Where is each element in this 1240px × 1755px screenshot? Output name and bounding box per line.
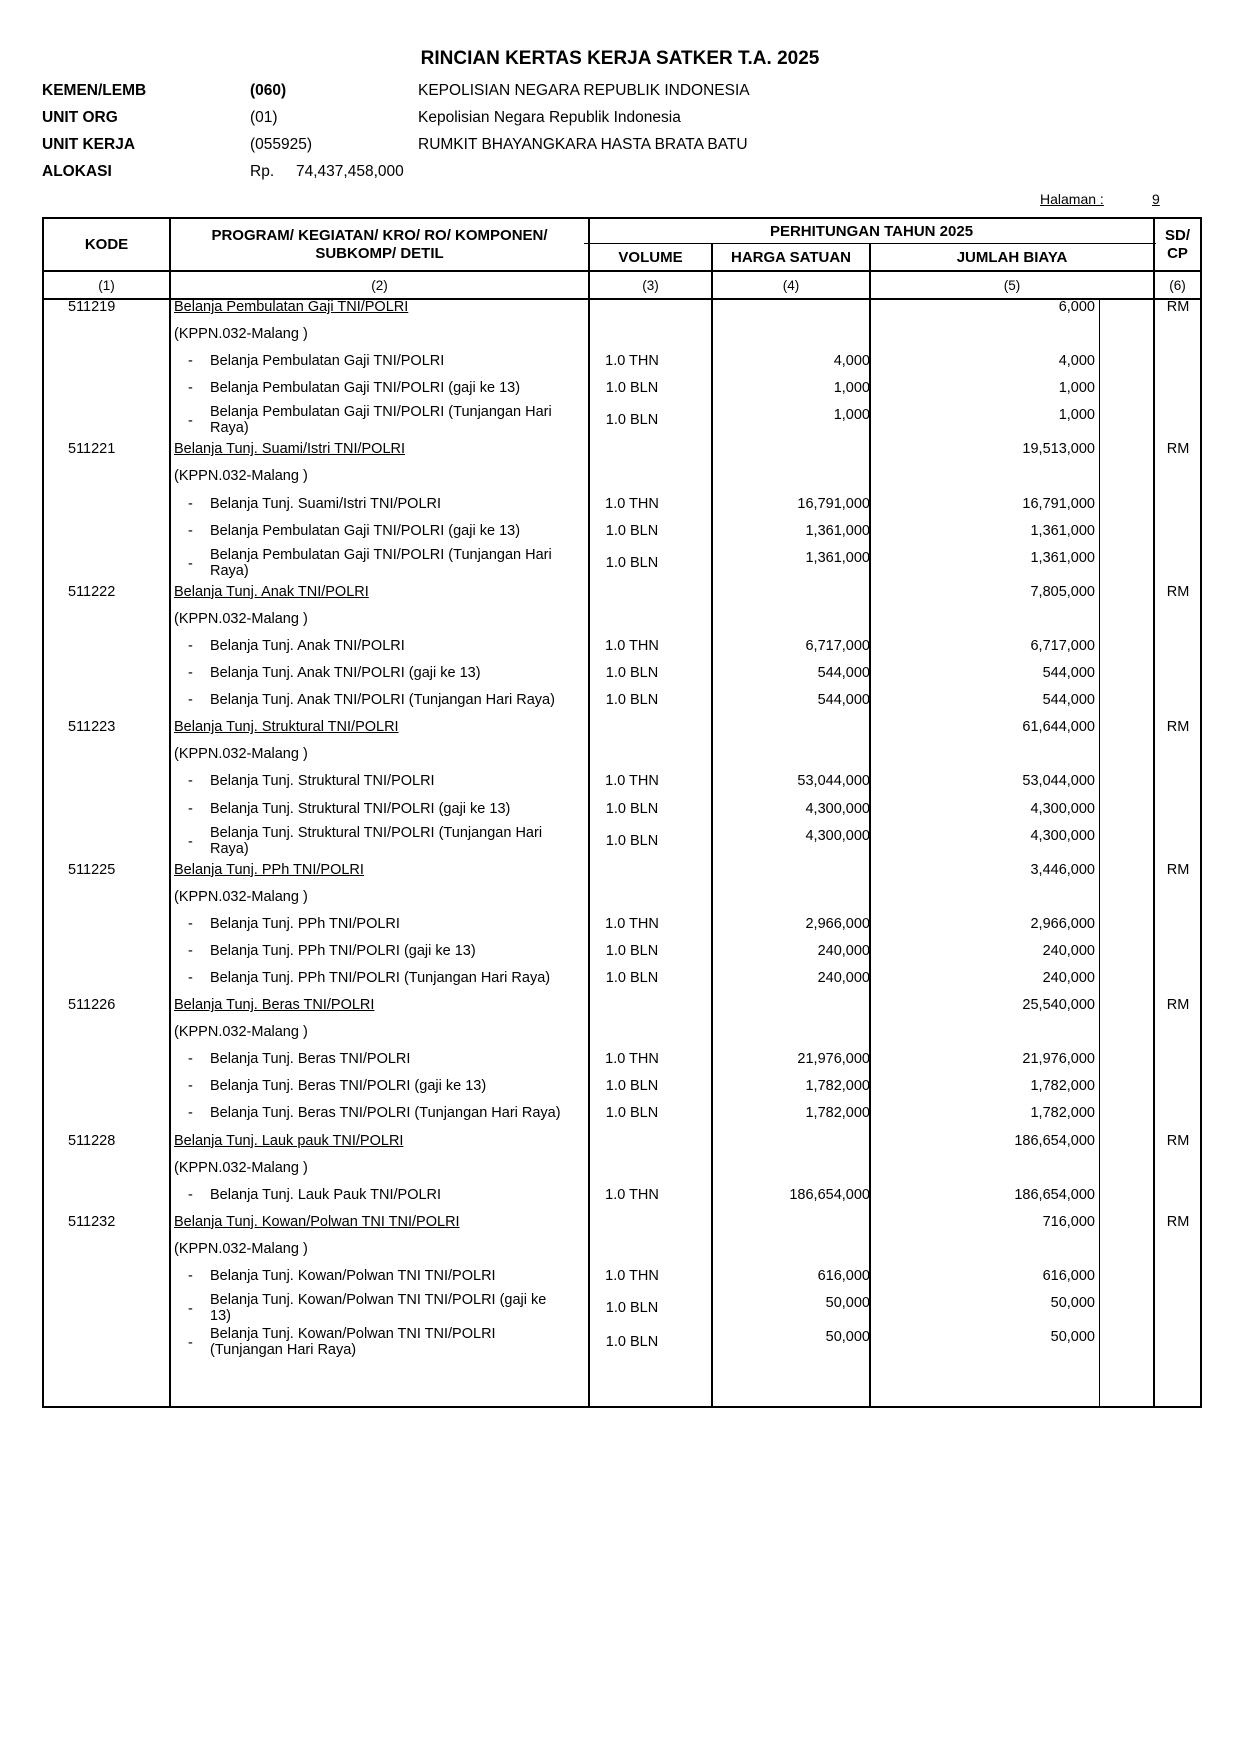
- table-row: [42, 496, 1202, 523]
- jumlah-biaya: 21,976,000: [1022, 1051, 1095, 1068]
- header-perhitungan: PERHITUNGAN TAHUN 2025: [769, 223, 974, 240]
- jumlah-biaya: 61,644,000: [1022, 719, 1095, 736]
- jumlah-biaya: 186,654,000: [1014, 1132, 1095, 1149]
- table-row: [42, 665, 1202, 692]
- jumlah-biaya: 50,000: [1050, 1329, 1095, 1346]
- account-name: Belanja Pembulatan Gaji TNI/POLRI: [174, 299, 409, 315]
- volume: 1.0 THN: [605, 1268, 659, 1284]
- kppn-label: (KPPN.032-Malang ): [174, 1159, 308, 1176]
- jumlah-biaya: 240,000: [1042, 969, 1095, 986]
- bullet-dash: -: [188, 1186, 193, 1203]
- harga-satuan: 1,361,000: [805, 522, 870, 539]
- harga-satuan: 21,976,000: [797, 1051, 870, 1068]
- header-kode: KODE: [84, 236, 129, 253]
- jumlah-biaya: 50,000: [1050, 1295, 1095, 1312]
- meta-value: Kepolisian Negara Republik Indonesia: [418, 109, 681, 126]
- volume: 1.0 THN: [605, 773, 659, 790]
- header-jumlah: JUMLAH BIAYA: [956, 249, 1068, 266]
- table-row: [42, 404, 1202, 441]
- bullet-dash: -: [188, 1051, 193, 1068]
- meta-label: ALOKASI: [42, 163, 112, 180]
- meta-value: RUMKIT BHAYANGKARA HASTA BRATA BATU: [418, 136, 748, 153]
- kppn-label: (KPPN.032-Malang ): [174, 1024, 308, 1041]
- bullet-dash: -: [188, 833, 193, 850]
- account-code: 511225: [68, 861, 116, 878]
- detail-description: Belanja Tunj. Struktural TNI/POLRI (Tunjangan Hari Raya): [210, 824, 543, 857]
- meta-label: UNIT ORG: [42, 109, 118, 126]
- jumlah-biaya: 1,782,000: [1030, 1105, 1095, 1122]
- account-code: 511226: [68, 997, 116, 1014]
- alokasi-value: 74,437,458,000: [296, 163, 404, 180]
- jumlah-biaya: 1,782,000: [1030, 1078, 1095, 1095]
- jumlah-biaya: 544,000: [1042, 692, 1095, 709]
- bullet-dash: -: [188, 1078, 193, 1095]
- bullet-dash: -: [188, 692, 193, 709]
- col-number: (6): [1169, 278, 1186, 293]
- table-row: [42, 943, 1202, 970]
- volume: 1.0 BLN: [605, 832, 659, 849]
- bullet-dash: -: [188, 1105, 193, 1122]
- harga-satuan: 186,654,000: [789, 1186, 870, 1203]
- harga-satuan: 544,000: [817, 692, 870, 709]
- detail-description: Belanja Tunj. Anak TNI/POLRI (Tunjangan Hari Raya): [210, 692, 555, 709]
- col-number: (2): [371, 278, 388, 293]
- account-name: Belanja Tunj. Anak TNI/POLRI: [174, 583, 369, 600]
- header-rule: [44, 270, 1200, 272]
- meta-value: KEPOLISIAN NEGARA REPUBLIK INDONESIA: [418, 82, 750, 99]
- jumlah-biaya: 6,717,000: [1030, 637, 1095, 654]
- jumlah-biaya: 716,000: [1042, 1213, 1095, 1230]
- detail-description: Belanja Pembulatan Gaji TNI/POLRI (Tunjangan Hari Raya): [210, 404, 552, 437]
- table-row: [42, 1292, 1202, 1329]
- table-row: [42, 638, 1202, 665]
- kppn-label: (KPPN.032-Malang ): [174, 746, 308, 763]
- table-row: [42, 299, 1202, 326]
- bullet-dash: -: [188, 942, 193, 959]
- bullet-dash: -: [188, 637, 193, 654]
- table-row: [42, 584, 1202, 611]
- table-row: [42, 746, 1202, 773]
- bullet-dash: -: [188, 1335, 193, 1352]
- table-row: [42, 523, 1202, 550]
- table-row: [42, 1187, 1202, 1214]
- kppn-label: (KPPN.032-Malang ): [174, 1240, 308, 1257]
- kppn-label: (KPPN.032-Malang ): [174, 468, 308, 485]
- bullet-dash: -: [188, 800, 193, 817]
- meta-label: KEMEN/LEMB: [42, 82, 147, 99]
- detail-description: Belanja Tunj. Beras TNI/POLRI: [210, 1051, 411, 1068]
- table-row: [42, 1241, 1202, 1268]
- page-title: RINCIAN KERTAS KERJA SATKER T.A. 2025: [420, 48, 820, 69]
- halaman-label: Halaman :: [1040, 191, 1104, 207]
- detail-description: Belanja Tunj. Beras TNI/POLRI (gaji ke 13): [210, 1078, 487, 1095]
- harga-satuan: 50,000: [825, 1329, 870, 1346]
- detail-description: Belanja Pembulatan Gaji TNI/POLRI (Tunjangan Hari Raya): [210, 546, 552, 579]
- detail-description: Belanja Tunj. Struktural TNI/POLRI: [210, 773, 435, 790]
- account-code: 511219: [68, 299, 116, 315]
- volume: 1.0 BLN: [605, 522, 659, 539]
- account-code: 511222: [68, 583, 116, 600]
- volume: 1.0 THN: [605, 1051, 659, 1068]
- jumlah-biaya: 4,300,000: [1030, 800, 1095, 817]
- table-row: [42, 997, 1202, 1024]
- volume: 1.0 BLN: [605, 665, 659, 682]
- account-name: Belanja Tunj. PPh TNI/POLRI: [174, 861, 364, 878]
- harga-satuan: 616,000: [817, 1268, 870, 1284]
- jumlah-biaya: 4,300,000: [1030, 827, 1095, 844]
- volume: 1.0 THN: [605, 915, 659, 932]
- harga-satuan: 1,000: [833, 380, 870, 397]
- volume: 1.0 BLN: [605, 1078, 659, 1095]
- account-name: Belanja Tunj. Lauk pauk TNI/POLRI: [174, 1132, 404, 1149]
- account-code: 511232: [68, 1213, 116, 1230]
- harga-satuan: 4,000: [833, 353, 870, 370]
- jumlah-biaya: 186,654,000: [1014, 1186, 1095, 1203]
- bullet-dash: -: [188, 1301, 193, 1318]
- table-row: [42, 1105, 1202, 1132]
- volume: 1.0 BLN: [605, 1300, 659, 1317]
- detail-description: Belanja Tunj. Beras TNI/POLRI (Tunjangan Hari Raya): [210, 1105, 561, 1122]
- detail-description: Belanja Tunj. PPh TNI/POLRI (gaji ke 13): [210, 942, 476, 959]
- detail-description: Belanja Tunj. PPh TNI/POLRI (Tunjangan Hari Raya): [210, 969, 551, 986]
- col-number: (1): [98, 278, 115, 293]
- meta-label: UNIT KERJA: [42, 136, 136, 153]
- volume: 1.0 BLN: [605, 1334, 659, 1351]
- detail-description: Belanja Tunj. Kowan/Polwan TNI TNI/POLRI: [210, 1268, 496, 1284]
- harga-satuan: 240,000: [817, 969, 870, 986]
- volume: 1.0 THN: [605, 495, 659, 512]
- kppn-label: (KPPN.032-Malang ): [174, 326, 308, 343]
- account-code: 511221: [68, 441, 116, 458]
- sumber-dana: RM: [1166, 861, 1190, 878]
- harga-satuan: 1,782,000: [805, 1105, 870, 1122]
- table-row: [42, 824, 1202, 862]
- sumber-dana: RM: [1166, 583, 1190, 600]
- detail-description: Belanja Pembulatan Gaji TNI/POLRI (gaji ke 13): [210, 522, 521, 539]
- header-program: SUBKOMP/ DETIL: [315, 245, 444, 262]
- jumlah-biaya: 1,000: [1058, 407, 1095, 424]
- table-row: [42, 916, 1202, 943]
- sumber-dana: RM: [1166, 441, 1190, 458]
- detail-description: Belanja Tunj. Struktural TNI/POLRI (gaji ke 13): [210, 800, 511, 817]
- jumlah-biaya: 544,000: [1042, 665, 1095, 682]
- account-name: Belanja Tunj. Suami/Istri TNI/POLRI: [174, 441, 406, 458]
- jumlah-biaya: 25,540,000: [1022, 997, 1095, 1014]
- harga-satuan: 1,782,000: [805, 1078, 870, 1095]
- table-row: [42, 611, 1202, 638]
- harga-satuan: 53,044,000: [797, 773, 870, 790]
- jumlah-biaya: 53,044,000: [1022, 773, 1095, 790]
- alokasi-currency: Rp.: [250, 163, 275, 180]
- jumlah-biaya: 7,805,000: [1030, 583, 1095, 600]
- col-number: (4): [782, 278, 800, 293]
- sumber-dana: RM: [1166, 299, 1190, 315]
- bullet-dash: -: [188, 969, 193, 986]
- header-program: PROGRAM/ KEGIATAN/ KRO/ RO/ KOMPONEN/: [211, 227, 548, 244]
- kppn-label: (KPPN.032-Malang ): [174, 888, 308, 905]
- table-row: [42, 970, 1202, 997]
- table-row: [42, 1024, 1202, 1051]
- volume: 1.0 BLN: [605, 942, 659, 959]
- detail-description: Belanja Tunj. Anak TNI/POLRI: [210, 637, 405, 654]
- header-sd: CP: [1167, 245, 1188, 262]
- harga-satuan: 16,791,000: [797, 495, 870, 512]
- jumlah-biaya: 1,361,000: [1030, 549, 1095, 566]
- detail-description: Belanja Tunj. PPh TNI/POLRI: [210, 915, 400, 932]
- table-row: [42, 468, 1202, 495]
- meta-code: (01): [250, 109, 278, 126]
- bullet-dash: -: [188, 353, 193, 370]
- bullet-dash: -: [188, 915, 193, 932]
- jumlah-biaya: 4,000: [1058, 353, 1095, 370]
- table-row: [42, 692, 1202, 719]
- account-name: Belanja Tunj. Struktural TNI/POLRI: [174, 719, 399, 736]
- volume: 1.0 THN: [605, 637, 659, 654]
- table-row: [42, 889, 1202, 916]
- harga-satuan: 1,000: [833, 407, 870, 424]
- halaman-number: 9: [1152, 191, 1160, 207]
- harga-satuan: 1,361,000: [805, 549, 870, 566]
- table-row: [42, 1326, 1202, 1363]
- jumlah-biaya: 16,791,000: [1022, 495, 1095, 512]
- sumber-dana: RM: [1166, 719, 1190, 736]
- table-row: [42, 862, 1202, 889]
- harga-satuan: 544,000: [817, 665, 870, 682]
- table-row: [42, 1160, 1202, 1187]
- account-name: Belanja Tunj. Beras TNI/POLRI: [174, 997, 375, 1014]
- jumlah-biaya: 19,513,000: [1022, 441, 1095, 458]
- jumlah-biaya: 1,000: [1058, 380, 1095, 397]
- jumlah-biaya: 2,966,000: [1030, 915, 1095, 932]
- jumlah-biaya: 3,446,000: [1030, 861, 1095, 878]
- header-sd: SD/: [1164, 227, 1190, 244]
- jumlah-biaya: 1,361,000: [1030, 522, 1095, 539]
- header-volume: VOLUME: [618, 249, 683, 266]
- volume: 1.0 BLN: [605, 412, 659, 429]
- table-row: [42, 546, 1202, 584]
- sumber-dana: RM: [1166, 997, 1190, 1014]
- volume: 1.0 THN: [605, 1186, 659, 1203]
- harga-satuan: 6,717,000: [805, 637, 870, 654]
- meta-code: (060): [250, 82, 287, 99]
- kppn-label: (KPPN.032-Malang ): [174, 610, 308, 627]
- volume: 1.0 BLN: [605, 554, 659, 571]
- col-number: (5): [1003, 278, 1021, 293]
- table-row: [42, 719, 1202, 746]
- table-body: [42, 299, 1202, 1363]
- table-row: [42, 1133, 1202, 1160]
- col-number: (3): [642, 278, 659, 293]
- jumlah-biaya: 240,000: [1042, 942, 1095, 959]
- bullet-dash: -: [188, 1268, 193, 1284]
- table-row: [42, 1078, 1202, 1105]
- volume: 1.0 BLN: [605, 969, 659, 986]
- detail-description: Belanja Tunj. Suami/Istri TNI/POLRI: [210, 495, 442, 512]
- bullet-dash: -: [188, 773, 193, 790]
- table-row: [42, 1051, 1202, 1078]
- sumber-dana: RM: [1166, 1213, 1190, 1230]
- table-row: [42, 1268, 1202, 1295]
- volume: 1.0 BLN: [605, 692, 659, 709]
- volume: 1.0 BLN: [605, 1105, 659, 1122]
- table-row: [42, 441, 1202, 468]
- bullet-dash: -: [188, 522, 193, 539]
- account-code: 511228: [68, 1132, 116, 1149]
- bullet-dash: -: [188, 495, 193, 512]
- detail-description: Belanja Tunj. Kowan/Polwan TNI TNI/POLRI (Tunjangan Hari Raya): [210, 1326, 496, 1359]
- harga-satuan: 2,966,000: [805, 915, 870, 932]
- bullet-dash: -: [188, 665, 193, 682]
- jumlah-biaya: 616,000: [1042, 1268, 1095, 1284]
- table-row: [42, 1214, 1202, 1241]
- bullet-dash: -: [188, 380, 193, 397]
- detail-description: Belanja Tunj. Lauk Pauk TNI/POLRI: [210, 1186, 442, 1203]
- bullet-dash: -: [188, 413, 193, 430]
- header-harga: HARGA SATUAN: [731, 249, 851, 266]
- sumber-dana: RM: [1166, 1132, 1190, 1149]
- bullet-dash: -: [188, 555, 193, 572]
- table-row: [42, 773, 1202, 800]
- volume: 1.0 BLN: [605, 800, 659, 817]
- table-row: [42, 380, 1202, 407]
- detail-description: Belanja Tunj. Kowan/Polwan TNI TNI/POLRI (gaji ke 13): [210, 1292, 547, 1325]
- table-row: [42, 353, 1202, 380]
- detail-description: Belanja Pembulatan Gaji TNI/POLRI: [210, 353, 445, 370]
- table-row: [42, 801, 1202, 828]
- meta-code: (055925): [250, 136, 313, 153]
- harga-satuan: 4,300,000: [805, 827, 870, 844]
- harga-satuan: 240,000: [817, 942, 870, 959]
- volume: 1.0 THN: [605, 353, 659, 370]
- jumlah-biaya: 6,000: [1058, 299, 1095, 315]
- harga-satuan: 50,000: [825, 1295, 870, 1312]
- volume: 1.0 BLN: [605, 380, 659, 397]
- account-code: 511223: [68, 719, 116, 736]
- table-row: [42, 326, 1202, 353]
- detail-description: Belanja Pembulatan Gaji TNI/POLRI (gaji ke 13): [210, 380, 521, 397]
- harga-satuan: 4,300,000: [805, 800, 870, 817]
- account-name: Belanja Tunj. Kowan/Polwan TNI TNI/POLRI: [174, 1213, 460, 1230]
- detail-description: Belanja Tunj. Anak TNI/POLRI (gaji ke 13): [210, 665, 481, 682]
